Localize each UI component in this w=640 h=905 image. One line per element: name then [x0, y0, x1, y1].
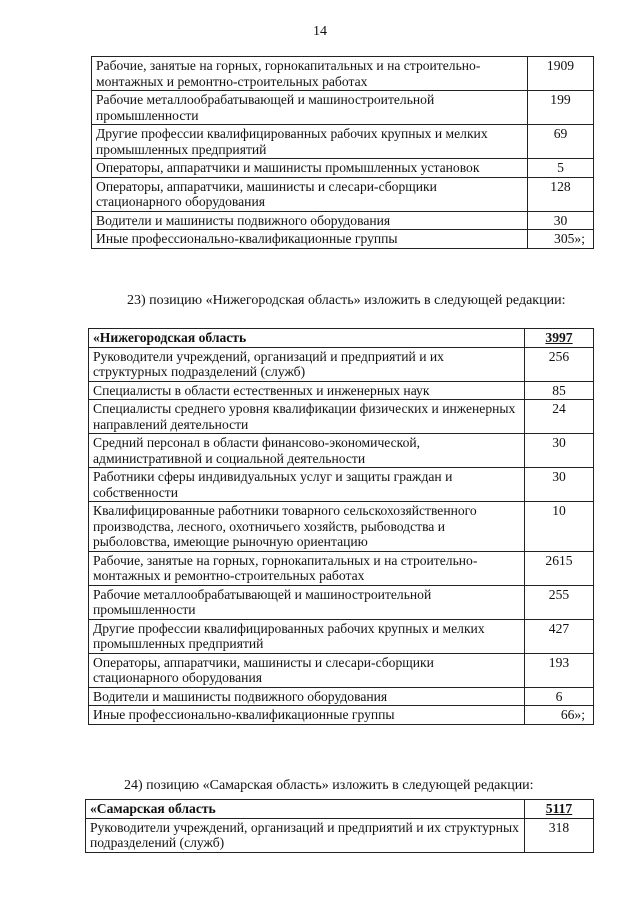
- page-number: 14: [313, 24, 327, 39]
- row-value: 5: [528, 159, 594, 178]
- row-label: Рабочие, занятые на горных, горнокапитальных и на строительно-монтажных и ремонтно-строительных работах: [89, 551, 525, 585]
- table-row: [89, 619, 594, 653]
- row-value: 305»;: [528, 230, 594, 249]
- row-label: Рабочие металлообрабатывающей и машиностроительной промышленности: [89, 585, 525, 619]
- row-value: 66»;: [525, 706, 594, 725]
- table-nizhny-novgorod: [88, 328, 594, 725]
- table-row: [89, 585, 594, 619]
- row-label: Иные профессионально-квалификационные группы: [89, 706, 525, 725]
- row-value: 69: [528, 125, 594, 159]
- row-label: Квалифицированные работники товарного сельскохозяйственного производства, лесного, охотничьего хозяйств, рыбоводства и рыболовства, имеющие рыночную ориентацию: [89, 502, 525, 552]
- table-row: [92, 159, 594, 178]
- row-label: Специалисты среднего уровня квалификации физических и инженерных направлений деятельности: [89, 400, 525, 434]
- row-label: Операторы, аппаратчики, машинисты и слесари-сборщики стационарного оборудования: [92, 177, 528, 211]
- table-row: [89, 687, 594, 706]
- table-row: [89, 706, 594, 725]
- row-value: 2615: [525, 551, 594, 585]
- table-row: [89, 347, 594, 381]
- row-label: Руководители учреждений, организаций и предприятий и их структурных подразделений (служб): [86, 818, 525, 852]
- region-total: 5117: [525, 800, 594, 819]
- table-row: [89, 468, 594, 502]
- row-value: 30: [528, 211, 594, 230]
- row-label: Специалисты в области естественных и инженерных наук: [89, 381, 525, 400]
- region-name: «Самарская область: [86, 800, 525, 819]
- row-value: 199: [528, 91, 594, 125]
- row-label: Операторы, аппаратчики и машинисты промышленных установок: [92, 159, 528, 178]
- table-row: [89, 381, 594, 400]
- row-value: 255: [525, 585, 594, 619]
- row-value: 30: [525, 468, 594, 502]
- region-total: 3997: [525, 329, 594, 348]
- row-label: Операторы, аппаратчики, машинисты и слесари-сборщики стационарного оборудования: [89, 653, 525, 687]
- table-samara: [85, 799, 594, 853]
- table-header-row: [89, 329, 594, 348]
- row-label: Работники сферы индивидуальных услуг и защиты граждан и собственности: [89, 468, 525, 502]
- table-row: [92, 211, 594, 230]
- row-label: Другие профессии квалифицированных рабочих крупных и мелких промышленных предприятий: [89, 619, 525, 653]
- table-continuation: [91, 56, 594, 249]
- row-label: Руководители учреждений, организаций и предприятий и их структурных подразделений (служб): [89, 347, 525, 381]
- row-value: 24: [525, 400, 594, 434]
- table-row: [89, 653, 594, 687]
- row-label: Водители и машинисты подвижного оборудования: [89, 687, 525, 706]
- row-value: 427: [525, 619, 594, 653]
- table-row: [89, 434, 594, 468]
- table-row: [92, 177, 594, 211]
- row-value: 30: [525, 434, 594, 468]
- table-row: [92, 57, 594, 91]
- row-label: Рабочие, занятые на горных, горнокапитальных и на строительно-монтажных и ремонтно-строительных работах: [92, 57, 528, 91]
- row-value: 128: [528, 177, 594, 211]
- table-row: [92, 230, 594, 249]
- row-label: Иные профессионально-квалификационные группы: [92, 230, 528, 249]
- table-row: [92, 125, 594, 159]
- paragraph-23: 23) позицию «Нижегородская область» изложить в следующей редакции:: [127, 293, 566, 308]
- row-value: 193: [525, 653, 594, 687]
- row-value: 256: [525, 347, 594, 381]
- row-value: 318: [525, 818, 594, 852]
- row-label: Средний персонал в области финансово-экономической, административной и социальной деятельности: [89, 434, 525, 468]
- row-label: Рабочие металлообрабатывающей и машиностроительной промышленности: [92, 91, 528, 125]
- table-row: [89, 400, 594, 434]
- row-value: 1909: [528, 57, 594, 91]
- row-value: 10: [525, 502, 594, 552]
- row-label: Водители и машинисты подвижного оборудования: [92, 211, 528, 230]
- row-value: 6: [525, 687, 594, 706]
- table-header-row: [86, 800, 594, 819]
- table-row: [89, 502, 594, 552]
- region-name: «Нижегородская область: [89, 329, 525, 348]
- table-row: [92, 91, 594, 125]
- row-value: 85: [525, 381, 594, 400]
- table-row: [86, 818, 594, 852]
- table-row: [89, 551, 594, 585]
- paragraph-24: 24) позицию «Самарская область» изложить в следующей редакции:: [124, 778, 534, 793]
- row-label: Другие профессии квалифицированных рабочих крупных и мелких промышленных предприятий: [92, 125, 528, 159]
